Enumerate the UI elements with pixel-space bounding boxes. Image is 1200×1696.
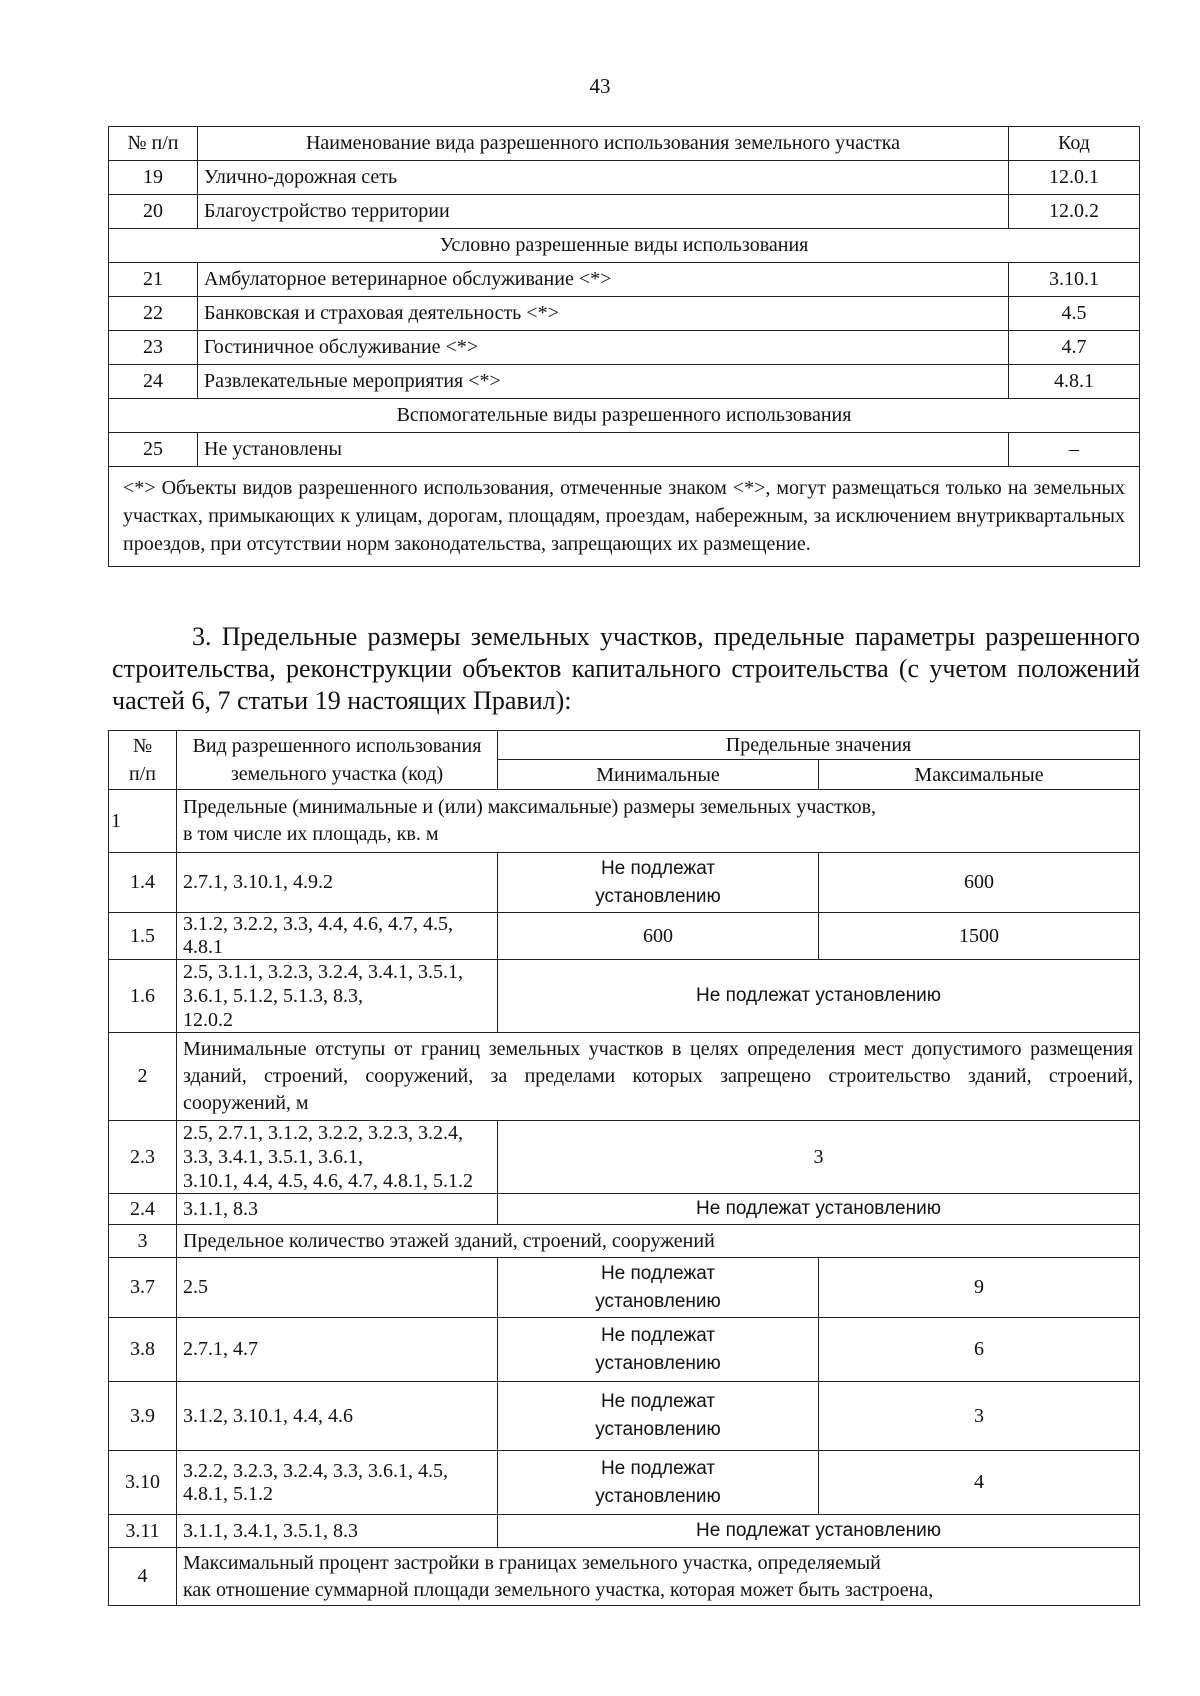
category-text: Предельное количество этажей зданий, строений, сооружений — [177, 1225, 1140, 1258]
header-use-type-line1: Вид разрешенного использования — [192, 735, 482, 757]
row-max: 1500 — [819, 913, 1140, 960]
row-name: Благоустройство территории — [198, 195, 1009, 229]
row-number: 23 — [109, 331, 198, 365]
row-codes: 3.1.1, 3.4.1, 3.5.1, 8.3 — [177, 1515, 498, 1548]
category-row — [109, 1225, 1140, 1258]
row-codes — [177, 960, 498, 1033]
row-codes: 3.1.2, 3.10.1, 4.4, 4.6 — [177, 1382, 498, 1451]
row-merged-value: Не подлежат установлению — [498, 960, 1140, 1033]
row-number: 24 — [109, 365, 198, 399]
row-number: 3 — [109, 1225, 177, 1258]
row-name: Улично-дорожная сеть — [198, 161, 1009, 195]
row-number: 3.10 — [109, 1451, 177, 1515]
row-max: 6 — [819, 1318, 1140, 1382]
row-min-line1: Не подлежат — [600, 857, 716, 879]
row-code: 4.5 — [1009, 297, 1140, 331]
table-row — [109, 263, 1140, 297]
row-min-line2: установлению — [595, 885, 721, 907]
header-max: Максимальные — [819, 760, 1140, 790]
row-number: 25 — [109, 433, 198, 467]
row-number: 1.4 — [109, 853, 177, 913]
header-number — [109, 731, 177, 790]
row-min — [498, 1451, 819, 1515]
table-row — [109, 1258, 1140, 1318]
row-min-line1: Не подлежат — [600, 1262, 716, 1284]
header-number-line1: № — [132, 735, 153, 757]
row-min-line2: установлению — [595, 1290, 721, 1312]
permitted-use-table — [108, 126, 1140, 567]
category-line1: Максимальный процент застройки в границах земельного участка, определяемый — [183, 1551, 881, 1574]
row-max: 3 — [819, 1382, 1140, 1451]
category-line2: как отношение суммарной площади земельного участка, которая может быть застроена, — [183, 1578, 934, 1601]
table-row — [109, 960, 1140, 1033]
row-code: 3.10.1 — [1009, 263, 1140, 297]
category-row — [109, 1548, 1140, 1606]
row-merged-value: Не подлежат установлению — [498, 1515, 1140, 1548]
header-number-line2: п/п — [129, 763, 156, 785]
row-codes: 2.7.1, 4.7 — [177, 1318, 498, 1382]
row-number: 4 — [109, 1548, 177, 1606]
row-name: Развлекательные мероприятия <*> — [198, 365, 1009, 399]
row-name: Гостиничное обслуживание <*> — [198, 331, 1009, 365]
row-min — [498, 853, 819, 913]
table-row — [109, 195, 1140, 229]
row-codes-line1: 2.5, 2.7.1, 3.1.2, 3.2.2, 3.2.3, 3.2.4, 3.3, 3.4.1, 3.5.1, 3.6.1, — [183, 1122, 463, 1168]
row-number: 1.5 — [109, 913, 177, 960]
category-line1: Предельные (минимальные и (или) максимальные) размеры земельных участков, — [183, 796, 877, 818]
row-min-line1: Не подлежат — [600, 1391, 716, 1412]
table-row — [109, 1318, 1140, 1382]
table-row — [109, 365, 1140, 399]
header-min: Минимальные — [498, 760, 819, 790]
row-code: 4.8.1 — [1009, 365, 1140, 399]
row-code: 12.0.2 — [1009, 195, 1140, 229]
row-min-line1: Не подлежат — [600, 1324, 716, 1346]
row-number: 2 — [109, 1033, 177, 1121]
header-limits: Предельные значения — [498, 731, 1140, 760]
category-text — [177, 790, 1140, 853]
row-code: 4.7 — [1009, 331, 1140, 365]
page-number: 43 — [589, 74, 611, 98]
table-row — [109, 1382, 1140, 1451]
paragraph-3: 3. Предельные размеры земельных участков, предельные параметры разрешенного строительства, реконструкции объектов капитального строительства (с учетом положений частей 6, 7 статьи 19 настоящих Правил): — [112, 622, 1140, 715]
row-code: 12.0.1 — [1009, 161, 1140, 195]
row-number: 3.7 — [109, 1258, 177, 1318]
footnote-row — [109, 467, 1140, 567]
row-codes-line1: 2.5, 3.1.1, 3.2.3, 3.2.4, 3.4.1, 3.5.1, 3.6.1, 5.1.2, 5.1.3, 8.3, — [183, 961, 463, 1007]
table-row — [109, 161, 1140, 195]
row-codes-line2: 12.0.2 — [183, 1009, 233, 1031]
category-line2: в том числе их площадь, кв. м — [183, 823, 439, 845]
table-header-row — [109, 127, 1140, 161]
table-row — [109, 297, 1140, 331]
category-text — [177, 1548, 1140, 1606]
row-codes: 2.5 — [177, 1258, 498, 1318]
row-number: 22 — [109, 297, 198, 331]
row-max: 4 — [819, 1451, 1140, 1515]
table-row — [109, 433, 1140, 467]
category-row — [109, 790, 1140, 853]
table-row — [109, 331, 1140, 365]
row-codes — [177, 1121, 498, 1194]
header-use-type — [177, 731, 498, 790]
category-text: Минимальные отступы от границ земельных участков в целях определения мест допустимого размещения зданий, строений, сооружений, за пределами которых запрещено строительство зданий, строений, сооружений, м — [177, 1033, 1140, 1121]
row-min: 600 — [498, 913, 819, 960]
row-min — [498, 1382, 819, 1451]
row-merged-value: 3 — [498, 1121, 1140, 1194]
header-name: Наименование вида разрешенного использования земельного участка — [198, 127, 1009, 161]
table-row — [109, 913, 1140, 960]
row-merged-value: Не подлежат установлению — [498, 1194, 1140, 1225]
section-row — [109, 229, 1140, 263]
row-number: 2.3 — [109, 1121, 177, 1194]
row-number: 20 — [109, 195, 198, 229]
row-codes: 3.1.2, 3.2.2, 3.3, 4.4, 4.6, 4.7, 4.5, 4.8.1 — [177, 913, 498, 960]
row-codes: 2.7.1, 3.10.1, 4.9.2 — [177, 853, 498, 913]
table-row — [109, 853, 1140, 913]
section-row — [109, 399, 1140, 433]
row-codes: 3.1.1, 8.3 — [177, 1194, 498, 1225]
footnote-text: <*> Объекты видов разрешенного использования, отмеченные знаком <*>, могут размещаться только на земельных участках, примыкающих к улицам, дорогам, площадям, проездам, набережным, за исключением внутриквартальных проездов, при отсутствии норм законодательства, запрещающих их размещение. — [109, 467, 1140, 567]
row-code: – — [1009, 433, 1140, 467]
section-auxiliary-uses: Вспомогательные виды разрешенного использования — [109, 399, 1140, 433]
row-max: 9 — [819, 1258, 1140, 1318]
row-number: 3.11 — [109, 1515, 177, 1548]
row-min-line2: установлению — [595, 1419, 721, 1440]
table-row — [109, 1515, 1140, 1548]
table-row — [109, 1121, 1140, 1194]
row-name: Банковская и страховая деятельность <*> — [198, 297, 1009, 331]
row-min-line2: установлению — [595, 1485, 721, 1507]
row-number: 1 — [109, 790, 177, 853]
row-number: 19 — [109, 161, 198, 195]
row-number: 1.6 — [109, 960, 177, 1033]
header-use-type-line2: земельного участка (код) — [230, 763, 444, 785]
table-header-row — [109, 731, 1140, 760]
row-min — [498, 1318, 819, 1382]
row-number: 3.8 — [109, 1318, 177, 1382]
row-min-line1: Не подлежат — [600, 1457, 716, 1479]
category-row — [109, 1033, 1140, 1121]
row-number: 2.4 — [109, 1194, 177, 1225]
row-min-line2: установлению — [595, 1352, 721, 1374]
row-number: 3.9 — [109, 1382, 177, 1451]
row-codes-line2: 3.10.1, 4.4, 4.5, 4.6, 4.7, 4.8.1, 5.1.2 — [183, 1170, 473, 1192]
limits-table — [108, 730, 1140, 1606]
header-number: № п/п — [109, 127, 198, 161]
row-max: 600 — [819, 853, 1140, 913]
table-row — [109, 1451, 1140, 1515]
header-code: Код — [1009, 127, 1140, 161]
row-number: 21 — [109, 263, 198, 297]
row-min — [498, 1258, 819, 1318]
row-name: Амбулаторное ветеринарное обслуживание <*> — [198, 263, 1009, 297]
table-row — [109, 1194, 1140, 1225]
row-codes: 3.2.2, 3.2.3, 3.2.4, 3.3, 3.6.1, 4.5, 4.8.1, 5.1.2 — [177, 1451, 498, 1515]
section-conditional-uses: Условно разрешенные виды использования — [109, 229, 1140, 263]
row-name: Не установлены — [198, 433, 1009, 467]
